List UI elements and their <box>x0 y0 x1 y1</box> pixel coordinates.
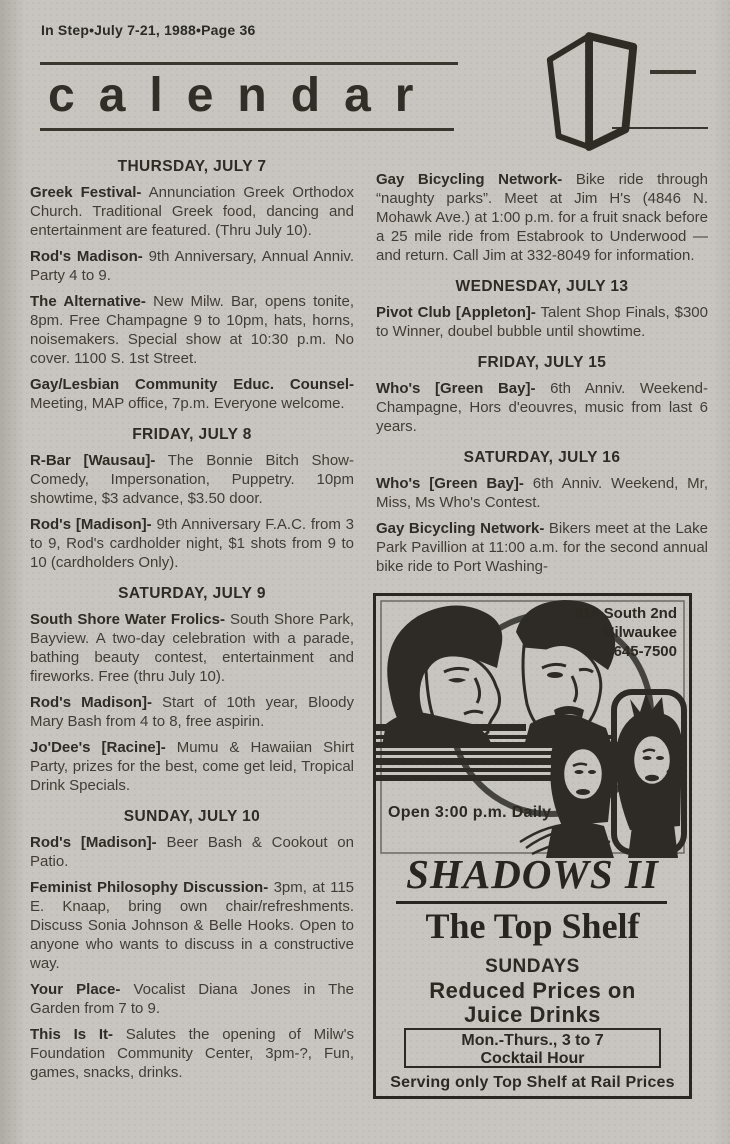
header-rule-bottom <box>40 128 454 131</box>
event-text: South Shore Park, Bayview. A two-day celebration with a parade, bathing beauty contest, entertainment and fireworks. Free (thru July 10). <box>30 611 355 685</box>
ad-title: SHADOWS II <box>406 851 659 897</box>
event-name: Jo'Dee's [Racine]- <box>30 739 166 756</box>
event-entry <box>30 183 354 240</box>
open-book-icon <box>538 28 646 156</box>
event-name: Gay Bicycling Network- <box>376 171 563 188</box>
event-name: Gay/Lesbian Community Educ. Counsel- <box>30 376 354 393</box>
event-name: Who's [Green Bay]- <box>376 380 536 397</box>
ad-cocktail-hours: Mon.-Thurs., 3 to 7 <box>461 1032 604 1049</box>
event-text: New Milw. Bar, opens tonite, 8pm. Free Champagne 9 to 10pm, hats, horns, noisemakers. Special show at 10:30 p.m. No cover. 1100 S. 1st Street. <box>30 293 354 367</box>
event-text: Salutes the opening of Milw's Foundation Community Center, 3pm-?, Fun, games, snacks, drinks. <box>30 1026 354 1081</box>
page-title: calendar <box>48 69 438 122</box>
event-name: Rod's [Madison]- <box>30 834 157 851</box>
ad-cocktail-hour-box <box>404 1028 661 1068</box>
header-rule-right-top <box>650 70 696 74</box>
day-heading: SATURDAY, JULY 16 <box>463 449 621 466</box>
event-text: Start of 10th year, Bloody Mary Bash from 4 to 8, free aspirin. <box>30 694 355 730</box>
calendar-column-right <box>376 170 708 592</box>
event-name: Greek Festival- <box>30 184 142 201</box>
event-text: Bike ride through “naughty parks”. Meet at Jim H's (4846 N. Mohawk Ave.) at 1:00 p.m. for a fruit snack before a 25 mile ride from Estabrook to Underwood — and return. Call Jim at 332-8049 for information. <box>376 171 708 264</box>
event-entry <box>30 1025 354 1082</box>
event-name: Rod's Madison]- <box>30 694 152 711</box>
event-entry <box>30 738 354 795</box>
event-entry <box>376 170 708 265</box>
event-text: 6th Anniv. Weekend- Champagne, Hors d'eouvres, music from last 6 years. <box>376 380 708 435</box>
event-name: Your Place- <box>30 981 121 998</box>
day-heading: FRIDAY, JULY 8 <box>132 426 252 443</box>
header-rule-top <box>40 62 458 65</box>
ad-cocktail-label: Cocktail Hour <box>480 1050 585 1067</box>
event-name: South Shore Water Frolics- <box>30 611 226 628</box>
ad-address <box>574 604 677 661</box>
masthead: In Step•July 7-21, 1988•Page 36 <box>41 22 256 38</box>
event-text: Bikers meet at the Lake Park Pavillion at 11:00 a.m. for the second annual bike ride to Port Washing- <box>376 520 708 575</box>
event-text: 6th Anniv. Weekend, Mr, Miss, Ms Who's Contest. <box>376 475 708 511</box>
event-entry <box>30 833 354 871</box>
ad-address-line: Milwaukee <box>601 624 677 641</box>
event-entry <box>30 610 354 686</box>
shadows-ii-ad <box>373 593 692 1099</box>
event-text: Beer Bash & Cookout on Patio. <box>30 834 354 870</box>
day-heading: WEDNESDAY, JULY 13 <box>455 278 629 295</box>
ad-address-line: 814 South 2nd <box>574 605 677 622</box>
event-name: Pivot Club [Appleton]- <box>376 304 536 321</box>
event-text: Mumu & Hawaiian Shirt Party, prizes for the best, come get leid, Tropical Drink Specials. <box>30 739 355 794</box>
event-entry <box>30 515 354 572</box>
ad-promo-line1: Reduced Prices on <box>429 978 636 1003</box>
event-entry <box>30 375 354 413</box>
event-name: Rod's Madison- <box>30 248 143 265</box>
event-text: 3pm, at 115 E. Knaap, bring own chair/refreshments. Discuss Sonia Johnson & Belle Hooks. Open to anyone who wants to discuss in a constructive way. <box>30 879 355 972</box>
event-name: This Is It- <box>30 1026 114 1043</box>
day-heading: THURSDAY, JULY 7 <box>117 158 267 175</box>
event-entry <box>376 379 708 436</box>
event-text: The Bonnie Bitch Show- Comedy, Impersonation, Puppetry. 10pm showtime, $3 advance, $3.50 door. <box>30 452 354 507</box>
event-entry <box>376 519 708 576</box>
day-heading: FRIDAY, JULY 15 <box>477 354 607 371</box>
event-text: 9th Anniversary F.A.C. from 3 to 9, Rod's cardholder night, $1 shots from 9 to 10 (cardholders Only). <box>30 516 355 571</box>
ad-subtitle: The Top Shelf <box>425 906 640 946</box>
event-entry <box>30 247 354 285</box>
calendar-column-left <box>30 158 354 1089</box>
ad-footer-line: Serving only Top Shelf at Rail Prices <box>390 1074 675 1091</box>
event-entry <box>30 878 354 973</box>
event-name: Feminist Philosophy Discussion- <box>30 879 269 896</box>
day-heading: SUNDAY, JULY 10 <box>123 808 261 825</box>
event-text: Vocalist Diana Jones in The Garden from 7 to 9. <box>30 981 354 1017</box>
event-entry <box>376 303 708 341</box>
event-text: Talent Shop Finals, $300 to Winner, doubel bubble until showtime. <box>376 304 708 340</box>
ad-sundays-label: SUNDAYS <box>485 956 580 977</box>
ad-phone: 645-7500 <box>613 643 677 660</box>
event-entry <box>376 474 708 512</box>
event-text: Annunciation Greek Orthodox Church. Traditional Greek food, dancing and entertainment are featured. (Thru July 10). <box>30 184 355 239</box>
event-name: The Alternative- <box>30 293 146 310</box>
event-name: Gay Bicycling Network- <box>376 520 545 537</box>
event-entry <box>30 292 354 368</box>
event-entry <box>30 451 354 508</box>
event-entry <box>30 980 354 1018</box>
ad-promo-line2: Juice Drinks <box>464 1002 601 1027</box>
event-text: Meeting, MAP office, 7p.m. Everyone welcome. <box>30 395 345 412</box>
event-entry <box>30 693 354 731</box>
event-name: Who's [Green Bay]- <box>376 475 524 492</box>
event-text: 9th Anniversary, Annual Anniv. Party 4 to 9. <box>30 248 354 284</box>
ad-title-rule <box>396 901 667 904</box>
ad-open-hours: Open 3:00 p.m. Daily <box>388 804 552 821</box>
event-name: Rod's [Madison]- <box>30 516 152 533</box>
event-name: R-Bar [Wausau]- <box>30 452 156 469</box>
day-heading: SATURDAY, JULY 9 <box>118 585 266 602</box>
